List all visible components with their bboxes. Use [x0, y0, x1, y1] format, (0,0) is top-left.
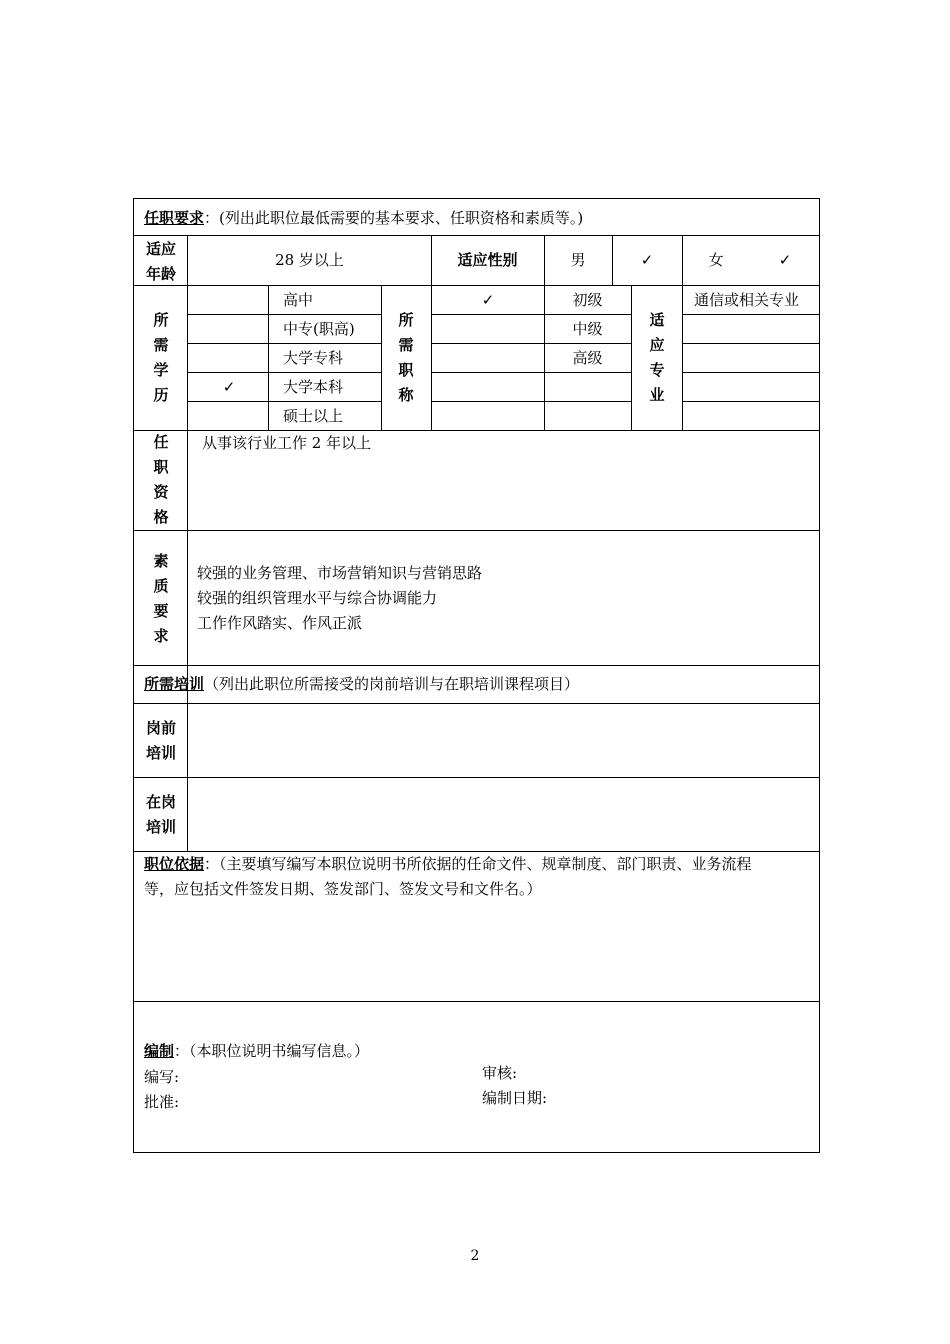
training-title: 所需培训	[144, 675, 205, 693]
title-level-label: 所 需 职 称	[398, 311, 414, 404]
title-checkmark: ✓	[481, 291, 495, 309]
row-divider	[134, 1001, 819, 1002]
col-divider	[612, 235, 613, 286]
row-divider	[134, 530, 819, 531]
edu-level-master: 硕士以上	[283, 407, 344, 425]
cell-divider	[431, 372, 631, 373]
col-divider	[631, 285, 632, 431]
cell-divider	[682, 372, 819, 373]
edu-level-high-school: 高中	[283, 291, 314, 309]
page-number: 2	[470, 1248, 480, 1264]
age-label: 适应 年龄	[145, 240, 176, 283]
gender-label: 适应性别	[457, 251, 518, 269]
quality-label: 素 质 要 求	[153, 552, 169, 645]
edu-level-bachelor: 大学本科	[283, 378, 344, 396]
compile-date-field: 编制日期:	[482, 1089, 548, 1107]
bachelor-checkmark: ✓	[222, 378, 236, 396]
compile-title: 编制	[144, 1042, 175, 1060]
col-divider	[187, 235, 188, 852]
training-header	[144, 674, 579, 694]
col-divider	[381, 285, 382, 431]
cell-divider	[431, 343, 631, 344]
on-job-training-label: 在岗 培训	[145, 793, 176, 836]
cell-divider	[682, 343, 819, 344]
row-divider	[134, 235, 819, 236]
quality-line: 工作作风踏实、作风正派	[197, 614, 363, 632]
row-divider	[134, 430, 819, 431]
job-requirements-form	[133, 198, 820, 1153]
basis-note: ：（主要填写编写本职位说明书所依据的任命文件、规章制度、部门职责、业务流程	[204, 855, 752, 873]
cell-divider	[187, 401, 381, 402]
requirements-title: 任职要求	[144, 209, 205, 227]
row-divider	[134, 777, 819, 778]
title-level-middle: 中级	[572, 320, 603, 338]
training-note: （列出此职位所需接受的岗前培训与在职培训课程项目）	[204, 675, 580, 693]
pre-training-label: 岗前 培训	[145, 719, 176, 762]
cell-divider	[682, 401, 819, 402]
female-checkmark: ✓	[778, 251, 792, 269]
basis-header	[144, 854, 752, 874]
cell-divider	[431, 314, 631, 315]
gender-male: 男	[570, 251, 586, 269]
quality-line: 较强的业务管理、市场营销知识与营销思路	[197, 564, 483, 582]
edu-level-vocational: 中专(职高)	[283, 320, 355, 338]
compile-header	[144, 1041, 369, 1061]
requirements-note: ：(列出此职位最低需要的基本要求、任职资格和素质等。)	[204, 209, 584, 227]
col-divider	[268, 285, 269, 431]
row-divider	[134, 285, 819, 286]
cell-divider	[187, 343, 381, 344]
cell-divider	[187, 314, 381, 315]
edu-level-college: 大学专科	[283, 349, 344, 367]
cell-divider	[187, 372, 381, 373]
row-divider	[134, 665, 819, 666]
title-level-senior: 高级	[572, 349, 603, 367]
basis-note-cont: 等，应包括文件签发日期、签发部门、签发文号和文件名。）	[144, 880, 542, 898]
row-divider	[134, 703, 819, 704]
basis-title: 职位依据	[144, 855, 205, 873]
row-divider	[134, 851, 819, 852]
writer-field: 编写:	[144, 1068, 180, 1086]
cell-divider	[431, 401, 631, 402]
education-label: 所 需 学 历	[153, 311, 169, 404]
approver-field: 批准:	[144, 1093, 180, 1111]
qualification-label: 任 职 资 格	[153, 433, 169, 526]
major-value: 通信或相关专业	[694, 291, 800, 309]
quality-line: 较强的组织管理水平与综合协调能力	[197, 589, 438, 607]
reviewer-field: 审核:	[482, 1064, 518, 1082]
male-checkmark: ✓	[640, 251, 654, 269]
cell-divider	[682, 314, 819, 315]
qualification-text: 从事该行业工作 2 年以上	[202, 434, 372, 452]
gender-female: 女	[708, 251, 724, 269]
major-label: 适 应 专 业	[649, 311, 665, 404]
compile-note: ：（本职位说明书编写信息。）	[174, 1042, 370, 1060]
title-level-junior: 初级	[572, 291, 603, 309]
requirements-header	[144, 208, 583, 228]
age-value: 28 岁以上	[275, 251, 344, 269]
